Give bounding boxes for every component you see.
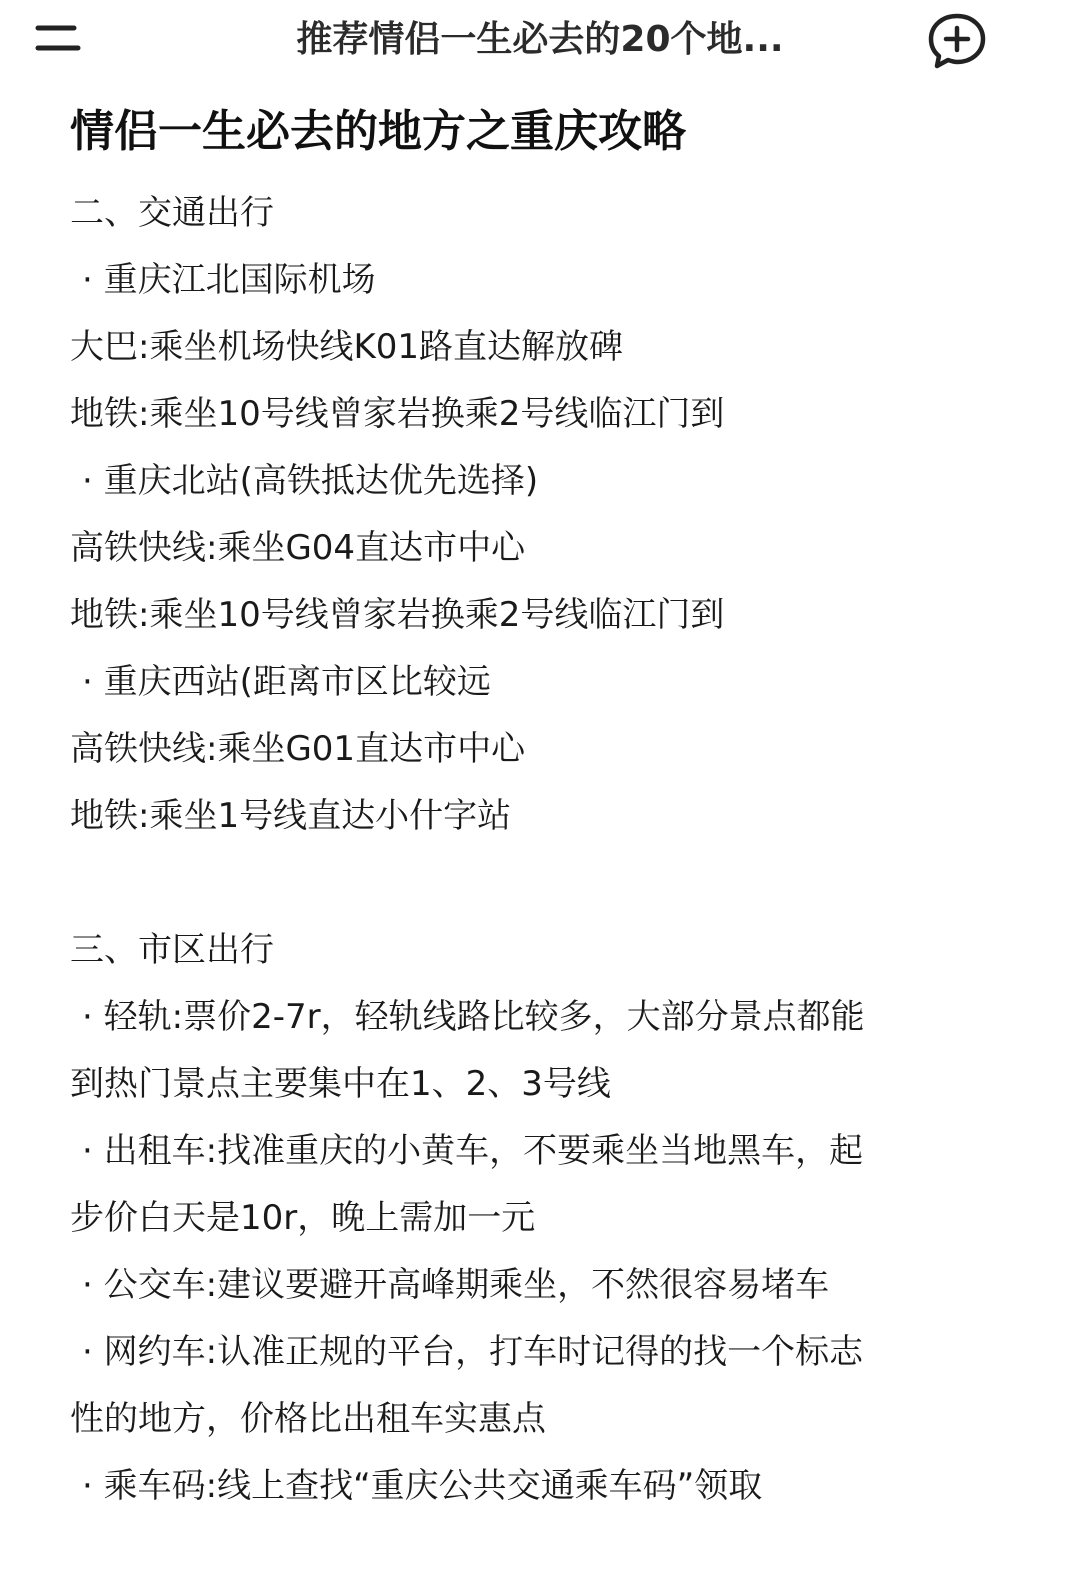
section-heading: 三、市区出行 — [70, 930, 274, 970]
list-item: · 出租车:找准重庆的小黄车，不要乘坐当地黑车，起 — [82, 1131, 864, 1171]
text-line: 大巴:乘坐机场快线K01路直达解放碑 — [70, 327, 624, 367]
list-item: · 公交车:建议要避开高峰期乘坐，不然很容易堵车 — [82, 1265, 830, 1305]
article-headline: 情侣一生必去的地方之重庆攻略 — [70, 106, 686, 157]
text-line: 地铁:乘坐10号线曾家岩换乘2号线临江门到 — [70, 394, 725, 434]
menu-icon[interactable] — [30, 20, 84, 60]
article-content — [70, 100, 1030, 1520]
list-item: · 网约车:认准正规的平台，打车时记得的找一个标志 — [82, 1332, 864, 1372]
text-line: 到热门景点主要集中在1、2、3号线 — [70, 1064, 611, 1104]
top-bar — [0, 0, 1080, 84]
page-title: 推荐情侣一生必去的20个地... — [296, 19, 784, 60]
text-line: 地铁:乘坐10号线曾家岩换乘2号线临江门到 — [70, 595, 725, 635]
blank-line — [70, 850, 1030, 917]
text-line: 高铁快线:乘坐G04直达市中心 — [70, 528, 526, 568]
list-item: · 重庆西站(距离市区比较远 — [82, 662, 491, 702]
text-line: 步价白天是10r，晚上需加一元 — [70, 1198, 536, 1238]
list-item: · 重庆北站(高铁抵达优先选择) — [82, 461, 539, 501]
add-comment-icon[interactable] — [926, 12, 988, 70]
section-heading: 二、交通出行 — [70, 193, 274, 233]
list-item: · 轻轨:票价2-7r，轻轨线路比较多，大部分景点都能 — [82, 997, 865, 1037]
text-line: 地铁:乘坐1号线直达小什字站 — [70, 796, 512, 836]
list-item: · 乘车码:线上查找“重庆公共交通乘车码”领取 — [82, 1466, 763, 1506]
text-line: 性的地方，价格比出租车实惠点 — [70, 1399, 546, 1439]
text-line: 高铁快线:乘坐G01直达市中心 — [70, 729, 526, 769]
list-item: · 重庆江北国际机场 — [82, 260, 376, 300]
